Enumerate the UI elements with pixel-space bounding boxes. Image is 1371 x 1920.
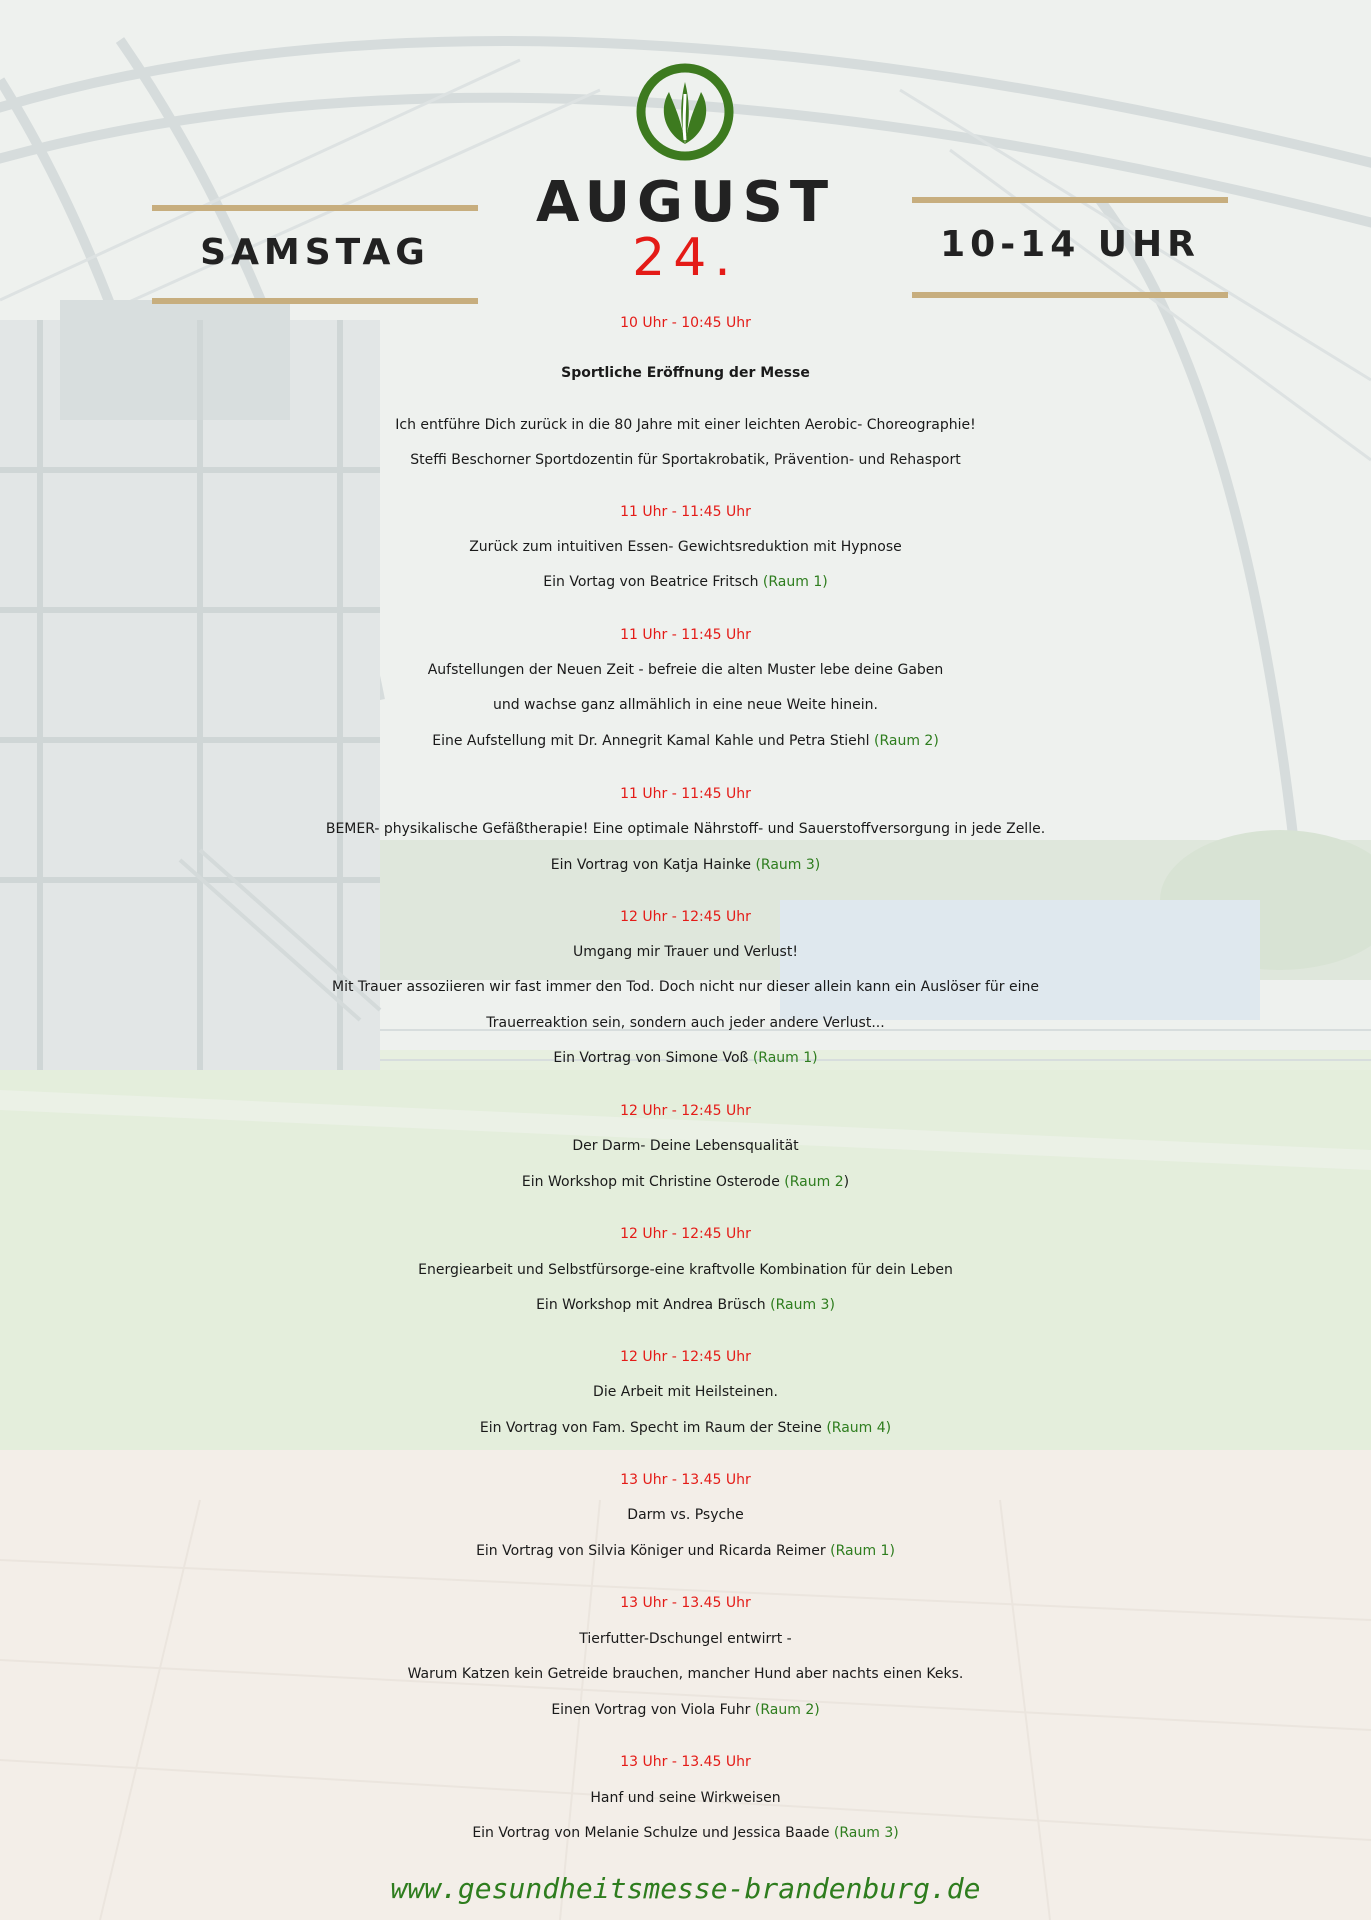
event-title: Der Darm- Deine Lebensqualität (572, 1138, 799, 1154)
month-heading: AUGUST (535, 170, 836, 235)
event-time: 11 Uhr - 11:45 Uhr (620, 786, 751, 802)
event-time: 12 Uhr - 12:45 Uhr (620, 1103, 751, 1119)
event-room: (Raum 2) (873, 733, 939, 749)
website-link[interactable]: www.gesundheitsmesse-brandenburg.de (390, 1872, 981, 1905)
gold-line-right-bottom (912, 292, 1228, 298)
event-room: (Raum 3) (833, 1825, 899, 1841)
event-time: 11 Uhr - 11:45 Uhr (620, 627, 751, 643)
event-description: Trauerreaktion sein, sondern auch jeder andere Verlust... (486, 1015, 885, 1031)
event-room: (Raum 2) (754, 1702, 820, 1718)
event-speaker: Ein Vortrag von Katja Hainke (550, 857, 751, 873)
event-room: (Raum 4) (826, 1420, 892, 1436)
event-time: 12 Uhr - 12:45 Uhr (620, 1349, 751, 1365)
event-description: Warum Katzen kein Getreide brauchen, mancher Hund aber nachts einen Keks. (407, 1666, 964, 1682)
event-room: (Raum 1) (752, 1050, 818, 1066)
event-speaker-line (0, 1041, 1371, 1075)
event-title: Tierfutter-Dschungel entwirrt - (579, 1631, 792, 1647)
event-speaker: Ein Workshop mit Christine Osterode (521, 1174, 780, 1190)
event-speaker: Ein Vortrag von Fam. Specht im Raum der Steine (479, 1420, 822, 1436)
event-speaker-line (0, 1411, 1371, 1445)
event-title: Zurück zum intuitiven Essen- Gewichtsreduktion mit Hypnose (469, 539, 902, 555)
event-room: (Raum 3) (755, 857, 821, 873)
event-room: (Raum 2 (784, 1174, 844, 1190)
event-description: Mit Trauer assoziieren wir fast immer den Tod. Doch nicht nur dieser allein kann ein Auslöser für eine (332, 979, 1039, 995)
event-speaker: Steffi Beschorner Sportdozentin für Sportakrobatik, Prävention- und Rehasport (410, 452, 961, 468)
event-time: 13 Uhr - 13.45 Uhr (620, 1754, 751, 1770)
event-time: 12 Uhr - 12:45 Uhr (620, 909, 751, 925)
event-title: Umgang mir Trauer und Verlust! (573, 944, 798, 960)
event-speaker-line (0, 1165, 1371, 1199)
event-speaker: Ein Vortrag von Melanie Schulze und Jessica Baade (472, 1825, 830, 1841)
event-speaker: Eine Aufstellung mit Dr. Annegrit Kamal Kahle und Petra Stiehl (432, 733, 870, 749)
event-description: und wachse ganz allmählich in eine neue Weite hinein. (492, 697, 879, 713)
event-title: Aufstellungen der Neuen Zeit - befreie die alten Muster lebe deine Gaben (427, 662, 944, 678)
event-time: 10 Uhr - 10:45 Uhr (620, 315, 751, 331)
event-time: 11 Uhr - 11:45 Uhr (620, 504, 751, 520)
event-speaker: Ein Vortag von Beatrice Fritsch (543, 574, 759, 590)
event-room: (Raum 3) (770, 1297, 835, 1313)
event-speaker-line (0, 1816, 1371, 1850)
event-title: Darm vs. Psyche (627, 1507, 744, 1523)
weekday-label: SAMSTAG (200, 232, 430, 273)
event-speaker: Ein Workshop mit Andrea Brüsch (536, 1297, 766, 1313)
event-speaker-line (0, 1288, 1371, 1322)
event-speaker-line (0, 565, 1371, 599)
event-speaker: Ein Vortrag von Silvia Königer und Ricarda Reimer (476, 1543, 826, 1559)
gold-line-left-top (152, 205, 478, 211)
event-title: BEMER- physikalische Gefäßtherapie! Eine optimale Nährstoff- und Sauerstoffversorgung in jede Zelle. (325, 821, 1046, 837)
gold-line-right-top (912, 197, 1228, 203)
event-room: (Raum 1) (762, 574, 828, 590)
event-room: (Raum 1) (830, 1543, 895, 1559)
event-room-close: ) (843, 1174, 850, 1190)
event-title: Energiearbeit und Selbstfürsorge-eine kraftvolle Kombination für dein Leben (418, 1262, 953, 1278)
event-speaker-line (0, 1534, 1371, 1568)
event-speaker: Einen Vortrag von Viola Fuhr (551, 1702, 751, 1718)
day-number: 24. (632, 228, 739, 288)
event-speaker-line (0, 1693, 1371, 1727)
event-description: Ich entführe Dich zurück in die 80 Jahre mit einer leichten Aerobic- Choreographie! (395, 417, 976, 433)
event-time: 13 Uhr - 13.45 Uhr (620, 1472, 751, 1488)
event-title: Die Arbeit mit Heilsteinen. (593, 1384, 778, 1400)
event-title: Sportliche Eröffnung der Messe (561, 365, 810, 381)
hours-label: 10-14 UHR (940, 224, 1200, 265)
event-speaker-line (0, 724, 1371, 758)
event-speaker-line (0, 848, 1371, 882)
event-title: Hanf und seine Wirkweisen (590, 1790, 781, 1806)
event-speaker: Ein Vortrag von Simone Voß (553, 1050, 749, 1066)
event-time: 12 Uhr - 12:45 Uhr (620, 1226, 751, 1242)
gold-line-left-bottom (152, 298, 478, 304)
event-time: 13 Uhr - 13.45 Uhr (620, 1595, 751, 1611)
leaf-logo-icon (635, 62, 735, 162)
